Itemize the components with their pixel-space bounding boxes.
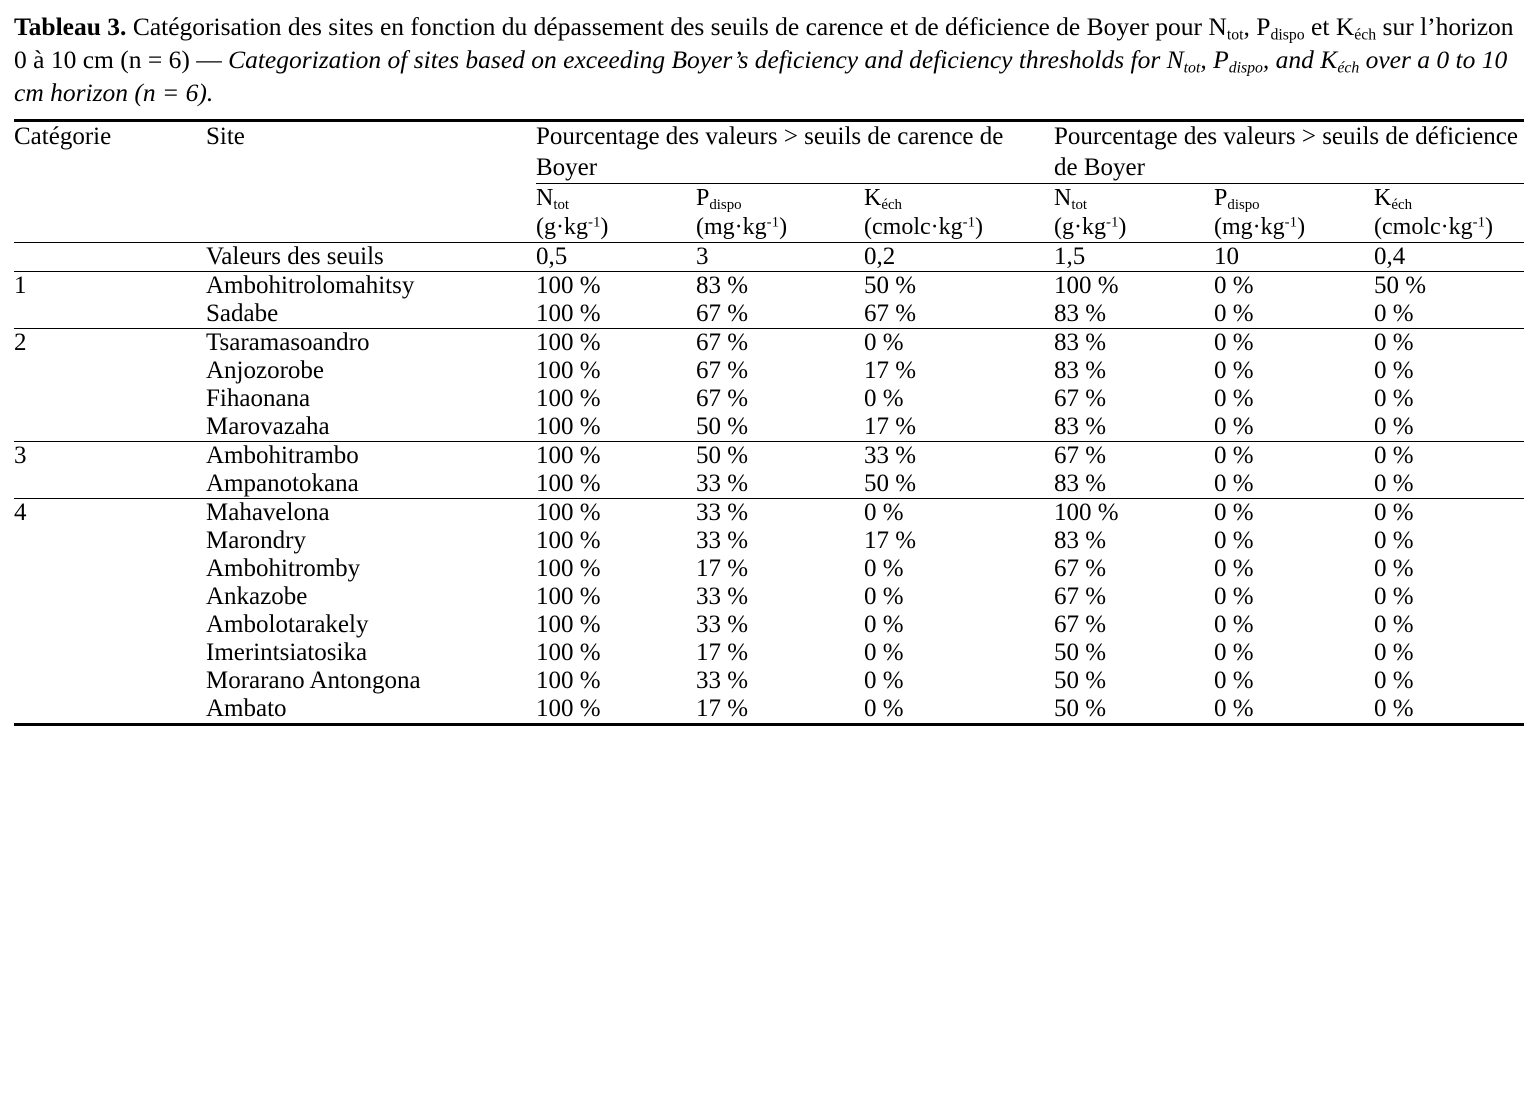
measure-unit: $(cmolc\cdot kg^{-1})$: [1374, 214, 1494, 241]
cell-value: 0 %: [1374, 329, 1524, 358]
caption-en-sub-tot: tot: [1183, 59, 1201, 77]
table-row: [14, 639, 1524, 667]
caption-english-2: , P: [1200, 45, 1229, 75]
measure-unit: $(mg\cdot kg^{-1})$: [1214, 214, 1306, 241]
cell-value: 0 %: [864, 499, 1054, 528]
caption-sub-tot: tot: [1226, 26, 1244, 44]
cell-value: 100 %: [1054, 272, 1214, 301]
cell-value: 100 %: [536, 611, 601, 639]
threshold-value: 0,4: [1374, 243, 1524, 272]
table-row: [14, 329, 1524, 358]
cell-value: 100 %: [536, 499, 696, 528]
cell-value: 0 %: [1214, 583, 1254, 611]
measure-sub: éch: [1391, 197, 1413, 214]
cell-value: 83 %: [1054, 300, 1107, 328]
table-row: [14, 272, 1524, 301]
cell-value: 67 %: [696, 357, 749, 385]
cell-value: 100 %: [536, 385, 601, 413]
cell-value: 0 %: [1214, 357, 1254, 385]
threshold-value: 10: [1214, 243, 1374, 272]
caption-sub-ech: éch: [1354, 26, 1377, 44]
cell-value: 67 %: [696, 300, 749, 328]
cell-value: 33 %: [696, 527, 749, 555]
cell-value: 100 %: [536, 300, 601, 328]
cell-value: 100 %: [536, 357, 601, 385]
cell-value: 0 %: [1214, 555, 1254, 583]
measure-sub: tot: [1071, 197, 1088, 214]
measure-symbol: P: [1214, 185, 1228, 212]
cell-site: Sadabe: [206, 300, 279, 328]
cell-categorie: 1: [14, 272, 206, 301]
thresholds-label: Valeurs des seuils: [206, 243, 536, 272]
cell-site: Imerintsiatosika: [206, 639, 368, 667]
cell-value: 67 %: [696, 329, 864, 358]
cell-value: 100 %: [536, 329, 696, 358]
cell-site: Marovazaha: [206, 413, 330, 441]
cell-value: 0 %: [1374, 611, 1414, 639]
cell-value: 100 %: [536, 413, 601, 441]
cell-value: 0 %: [1374, 695, 1524, 725]
cell-value: 33 %: [696, 583, 749, 611]
cell-value: 100 %: [536, 527, 601, 555]
measure-sub: dispo: [1227, 197, 1260, 214]
thresholds-row: [14, 243, 1524, 272]
cell-value: 100 %: [536, 470, 601, 498]
cell-value: 0 %: [864, 555, 904, 583]
cell-categorie: 3: [14, 442, 206, 471]
caption-english-1: Categorization of sites based on exceeding Boyer’s deficiency and deficiency thresholds for N: [228, 45, 1184, 75]
header-site: Site: [206, 121, 536, 243]
cell-value: 0 %: [1214, 667, 1254, 695]
cell-value: 0 %: [1214, 413, 1254, 441]
caption-sub-dispo: dispo: [1270, 26, 1305, 44]
cell-value: 50 %: [1054, 667, 1107, 695]
header-measure-kech-deficience: [1374, 184, 1524, 243]
cell-value: 50 %: [696, 413, 749, 441]
cell-value: 67 %: [1054, 385, 1107, 413]
table-row: [14, 470, 1524, 499]
measure-unit: $(mg\cdot kg^{-1})$: [696, 214, 788, 241]
cell-site: Tsaramasoandro: [206, 329, 536, 358]
table-row: [14, 413, 1524, 442]
data-table: [14, 119, 1524, 726]
measure-symbol: K: [1374, 185, 1392, 212]
measure-symbol: K: [864, 185, 882, 212]
table-row: [14, 695, 1524, 725]
table-row: [14, 442, 1524, 471]
measure-symbol: N: [536, 185, 554, 212]
cell-site: Fihaonana: [206, 385, 311, 413]
cell-categorie: [14, 667, 206, 695]
table-caption: [14, 10, 1524, 109]
cell-value: 0 %: [1374, 413, 1414, 441]
cell-site: Ankazobe: [206, 583, 308, 611]
cell-categorie: [14, 357, 206, 385]
caption-english-4: over a 0 to 10 cm horizon (n = 6).: [14, 45, 1508, 108]
measure-unit: $(cmolc\cdot kg^{-1})$: [864, 214, 984, 241]
header-group-carence: Pourcentage des valeurs > seuils de carence de Boyer: [536, 121, 1054, 184]
header-measure-ntot-deficience: [1054, 184, 1214, 243]
caption-en-sub-dispo: dispo: [1228, 59, 1263, 77]
cell-categorie: [14, 413, 206, 442]
cell-categorie: [14, 611, 206, 639]
cell-value: 50 %: [1054, 695, 1214, 725]
measure-unit: $(g\cdot kg^{-1})$: [536, 214, 609, 241]
measure-symbol: P: [696, 185, 710, 212]
cell-value: 0 %: [864, 329, 1054, 358]
cell-value: 50 %: [1054, 639, 1107, 667]
cell-value: 67 %: [696, 385, 749, 413]
cell-value: 0 %: [864, 611, 904, 639]
table-header-group-row: [14, 121, 1524, 184]
caption-en-sub-ech: éch: [1337, 59, 1360, 77]
cell-value: 17 %: [696, 639, 749, 667]
cell-categorie: [14, 583, 206, 611]
caption-french-4: sur l’horizon 0 à 10 cm (n = 6) —: [14, 12, 1514, 75]
cell-value: 67 %: [864, 300, 917, 328]
table-row: [14, 611, 1524, 639]
cell-site: Ambohitrolomahitsy: [206, 272, 536, 301]
header-measure-kech-carence: [864, 184, 1054, 243]
cell-site: Ambohitrambo: [206, 442, 536, 471]
cell-value: 0 %: [1374, 470, 1414, 498]
cell-value: 0 %: [1374, 385, 1414, 413]
cell-value: 83 %: [1054, 357, 1107, 385]
cell-site: Morarano Antongona: [206, 667, 421, 695]
cell-value: 0 %: [1374, 667, 1414, 695]
cell-value: 0 %: [1374, 639, 1414, 667]
thresholds-categorie-blank: [14, 243, 206, 272]
cell-value: 0 %: [1214, 499, 1374, 528]
header-group-deficience: Pourcentage des valeurs > seuils de déficience de Boyer: [1054, 121, 1524, 184]
cell-value: 0 %: [1214, 527, 1254, 555]
cell-value: 0 %: [1374, 583, 1414, 611]
cell-categorie: [14, 470, 206, 499]
cell-value: 0 %: [1374, 300, 1414, 328]
measure-sub: éch: [881, 197, 902, 214]
cell-value: 0 %: [864, 695, 1054, 725]
cell-value: 83 %: [696, 272, 864, 301]
cell-site: Marondry: [206, 527, 306, 555]
table-row: [14, 300, 1524, 329]
cell-value: 67 %: [1054, 583, 1107, 611]
threshold-value: 0,5: [536, 243, 696, 272]
cell-value: 100 %: [536, 272, 696, 301]
table-row: [14, 385, 1524, 413]
cell-value: 17 %: [864, 357, 917, 385]
caption-english-3: , and K: [1262, 45, 1338, 75]
table-row: [14, 357, 1524, 385]
caption-french-1: Catégorisation des sites en fonction du dépassement des seuils de carence et de déficience de Boyer pour N: [126, 12, 1227, 41]
cell-site: Ambolotarakely: [206, 611, 369, 639]
cell-value: 33 %: [696, 611, 749, 639]
cell-value: 0 %: [1214, 695, 1374, 725]
cell-value: 0 %: [864, 583, 904, 611]
threshold-value: 0,2: [864, 243, 1054, 272]
cell-site: Ambohitromby: [206, 555, 361, 583]
cell-value: 33 %: [696, 499, 864, 528]
cell-value: 50 %: [864, 272, 1054, 301]
measure-sub: dispo: [709, 197, 742, 214]
cell-value: 50 %: [1374, 272, 1524, 301]
table-row: [14, 583, 1524, 611]
table-row: [14, 499, 1524, 528]
cell-value: 67 %: [1054, 555, 1107, 583]
header-measure-pdispo-carence: [696, 184, 864, 243]
cell-value: 0 %: [1214, 442, 1374, 471]
caption-french-2: , P: [1243, 12, 1271, 41]
cell-categorie: [14, 555, 206, 583]
cell-categorie: [14, 527, 206, 555]
cell-value: 0 %: [1374, 499, 1524, 528]
cell-value: 0 %: [1214, 639, 1254, 667]
cell-value: 0 %: [864, 639, 904, 667]
cell-value: 100 %: [536, 583, 601, 611]
measure-sub: tot: [553, 197, 570, 214]
cell-value: 0 %: [1214, 470, 1254, 498]
cell-value: 0 %: [1374, 357, 1414, 385]
cell-categorie: [14, 300, 206, 329]
cell-value: 0 %: [1374, 442, 1524, 471]
header-categorie: Catégorie: [14, 121, 206, 243]
cell-value: 17 %: [696, 695, 864, 725]
cell-value: 67 %: [1054, 611, 1107, 639]
table-row: [14, 555, 1524, 583]
cell-site: Ambato: [206, 695, 536, 725]
cell-value: 100 %: [536, 695, 696, 725]
cell-value: 67 %: [1054, 442, 1214, 471]
caption-label: Tableau 3.: [14, 12, 127, 41]
cell-value: 0 %: [1214, 611, 1254, 639]
cell-value: 50 %: [864, 470, 917, 498]
cell-value: 100 %: [536, 555, 601, 583]
cell-value: 100 %: [536, 667, 601, 695]
table-row: [14, 667, 1524, 695]
cell-value: 0 %: [864, 667, 904, 695]
threshold-value: 3: [696, 243, 864, 272]
cell-value: 100 %: [536, 442, 696, 471]
cell-site: Anjozorobe: [206, 357, 325, 385]
cell-value: 83 %: [1054, 329, 1214, 358]
cell-categorie: 4: [14, 499, 206, 528]
cell-value: 0 %: [1374, 527, 1414, 555]
threshold-value: 1,5: [1054, 243, 1214, 272]
header-measure-pdispo-deficience: [1214, 184, 1374, 243]
cell-categorie: [14, 385, 206, 413]
cell-value: 17 %: [864, 527, 917, 555]
cell-categorie: 2: [14, 329, 206, 358]
measure-unit: $(g\cdot kg^{-1})$: [1054, 214, 1127, 241]
cell-value: 83 %: [1054, 413, 1107, 441]
cell-value: 0 %: [1214, 329, 1374, 358]
cell-value: 33 %: [696, 470, 749, 498]
cell-value: 33 %: [696, 667, 749, 695]
cell-value: 0 %: [864, 385, 904, 413]
cell-value: 100 %: [1054, 499, 1214, 528]
measure-symbol: N: [1054, 185, 1072, 212]
cell-site: Mahavelona: [206, 499, 536, 528]
cell-categorie: [14, 639, 206, 667]
cell-value: 0 %: [1374, 555, 1414, 583]
cell-value: 33 %: [864, 442, 1054, 471]
cell-site: Ampanotokana: [206, 470, 359, 498]
cell-value: 83 %: [1054, 527, 1107, 555]
cell-value: 17 %: [696, 555, 749, 583]
cell-value: 50 %: [696, 442, 864, 471]
header-measure-ntot-carence: [536, 184, 696, 243]
cell-value: 17 %: [864, 413, 917, 441]
caption-french-3: et K: [1304, 12, 1355, 41]
cell-value: 100 %: [536, 639, 601, 667]
cell-value: 0 %: [1214, 272, 1374, 301]
cell-categorie: [14, 695, 206, 725]
cell-value: 83 %: [1054, 470, 1107, 498]
table-row: [14, 527, 1524, 555]
cell-value: 0 %: [1214, 300, 1254, 328]
cell-value: 0 %: [1214, 385, 1254, 413]
